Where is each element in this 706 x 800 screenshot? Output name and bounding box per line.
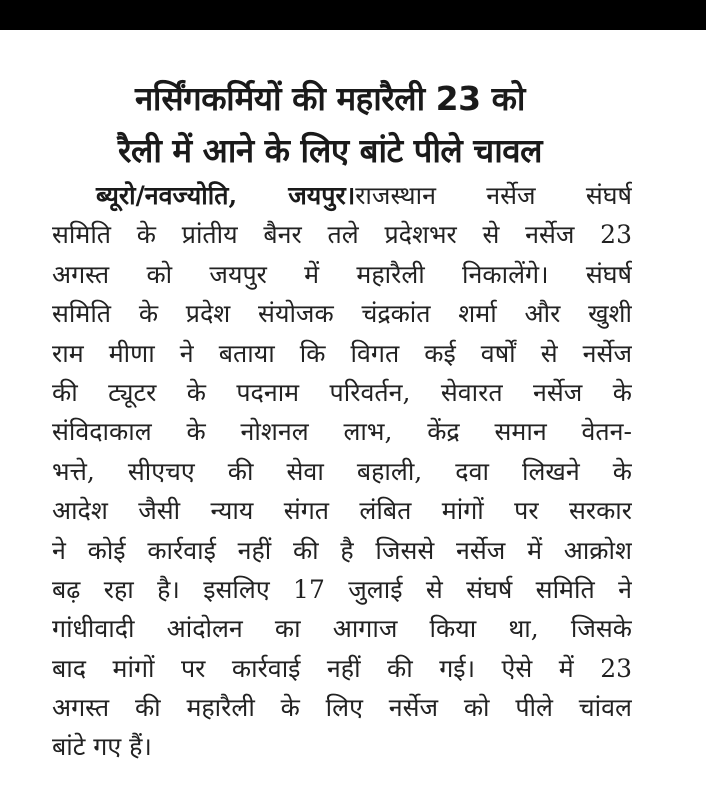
- body-line: की ट्यूटर के पदनाम परिवर्तन, सेवारत नर्सेज के: [52, 377, 632, 407]
- body-line: [52, 176, 632, 215]
- body-line: भत्ते, सीएचए की सेवा बहाली, दवा लिखने के: [52, 456, 632, 486]
- body-line: अगस्त को जयपुर में महारैली निकालेंगे। संघर्ष: [52, 259, 632, 289]
- body-line: बढ़ रहा है। इसलिए 17 जुलाई से संघर्ष समिति ने: [52, 574, 632, 604]
- byline: ब्यूरो/नवज्योति, जयपुर।: [96, 181, 356, 210]
- body-line-text: राजस्थान नर्सेज संघर्ष: [355, 181, 632, 210]
- body-line: संविदाकाल के नोशनल लाभ, केंद्र समान वेतन-: [52, 417, 632, 447]
- body-line: राम मीणा ने बताया कि विगत कई वर्षों से नर्सेज: [52, 338, 632, 368]
- headline-line-2: रैली में आने के लिए बांटे पीले चावल: [117, 131, 543, 170]
- headline-line-1: नर्सिंगकर्मियों की महारैली 23 को: [135, 79, 525, 118]
- top-black-bar: [0, 0, 706, 30]
- article-body: [52, 176, 632, 767]
- newspaper-clipping: [0, 30, 706, 800]
- body-line: ने कोई कार्रवाई नहीं की है जिससे नर्सेज में आक्रोश: [52, 535, 632, 565]
- body-line: अगस्त की महारैली के लिए नर्सेज को पीले चांवल: [52, 693, 632, 723]
- body-line: समिति के प्रांतीय बैनर तले प्रदेशभर से नर्सेज 23: [52, 220, 632, 250]
- body-line: बाद मांगों पर कार्रवाई नहीं की गई। ऐसे में 23: [52, 653, 632, 683]
- body-line: समिति के प्रदेश संयोजक चंद्रकांत शर्मा और खुशी: [52, 299, 632, 329]
- body-line: बांटे गए हैं।: [52, 732, 152, 762]
- body-line: गांधीवादी आंदोलन का आगाज किया था, जिसके: [52, 614, 632, 644]
- body-line: आदेश जैसी न्याय संगत लंबित मांगों पर सरकार: [52, 496, 632, 526]
